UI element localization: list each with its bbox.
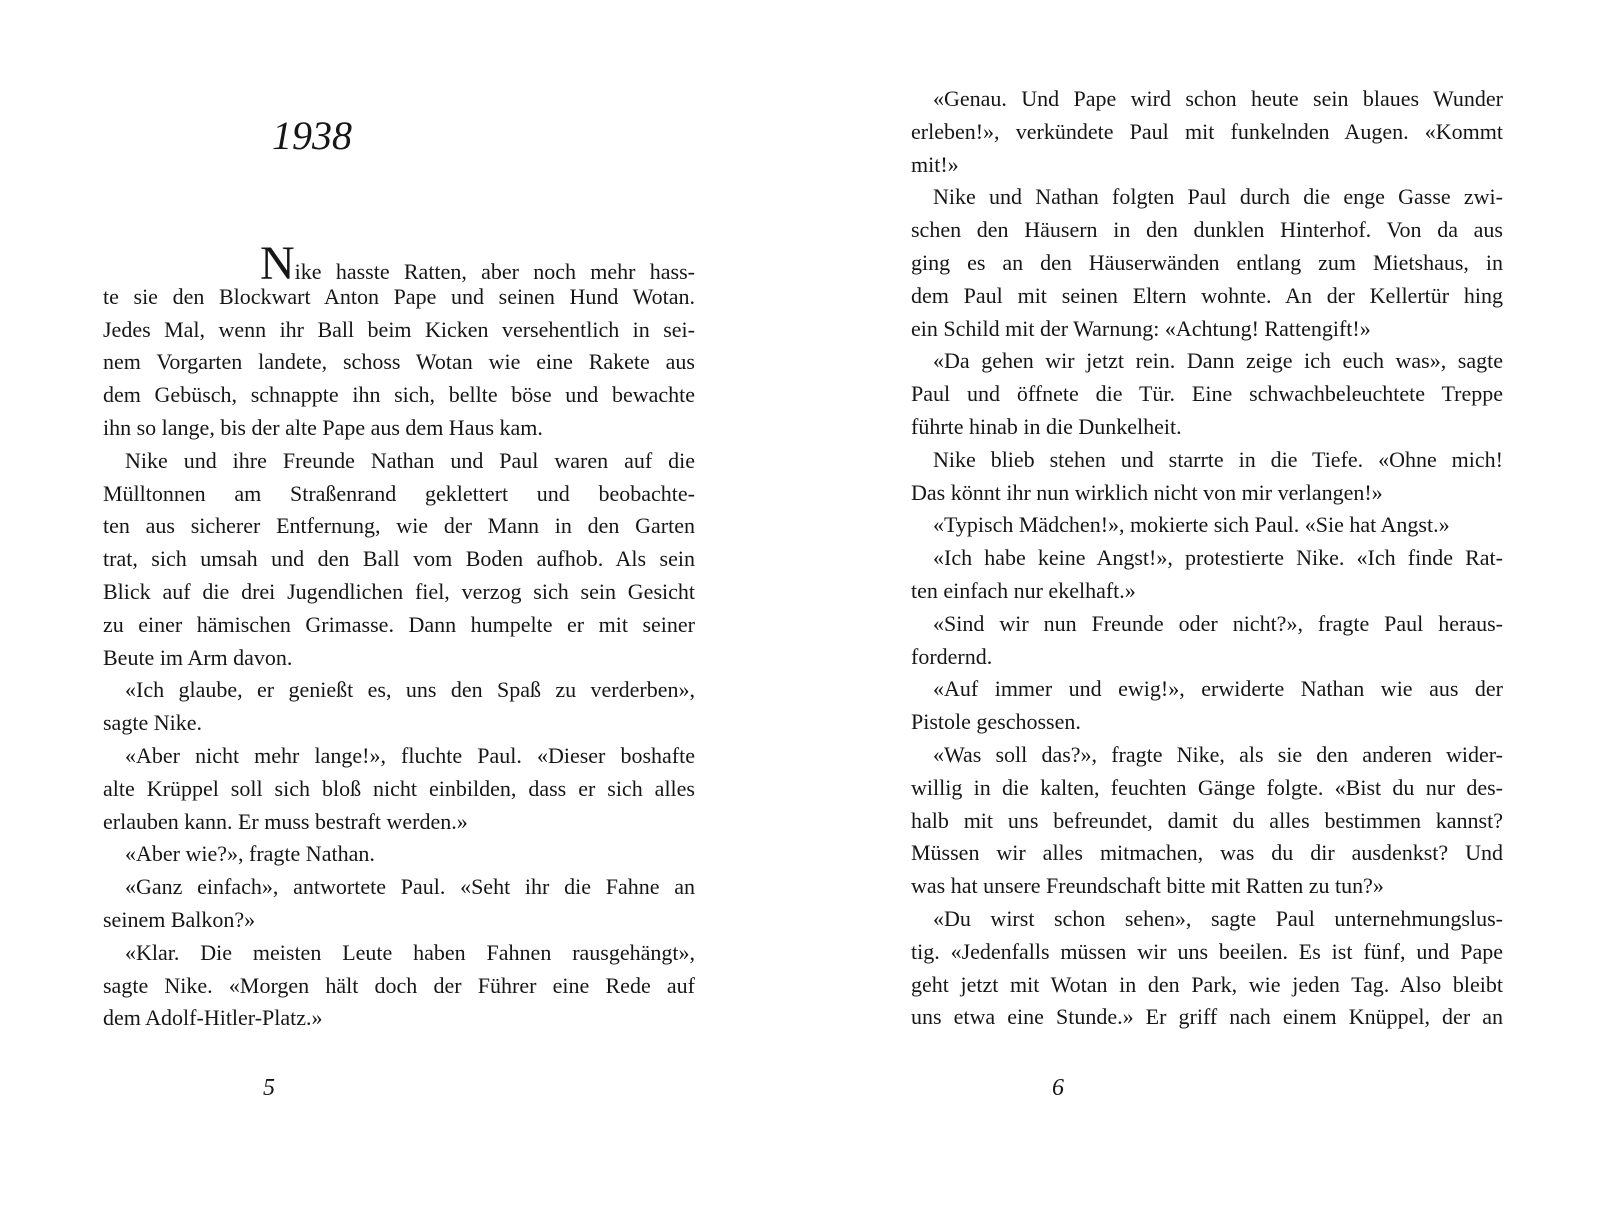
text-line: «Typisch Mädchen!», mokierte sich Paul. «Sie hat Angst.»	[933, 512, 1450, 538]
text-line: te sie den Blockwart Anton Pape und seinen Hund Wotan.	[103, 283, 695, 309]
text-line: ten einfach nur ekelhaft.»	[911, 577, 1136, 603]
text-line: führte hinab in die Dunkelheit.	[911, 413, 1182, 439]
text-line: mit!»	[911, 151, 959, 177]
text-line: willig in die kalten, feuchten Gänge folgte. «Bist du nur des-	[911, 774, 1503, 800]
text-line: uns etwa eine Stunde.» Er griff nach einem Knüppel, der an	[911, 1004, 1503, 1030]
text-line: Nike und Nathan folgten Paul durch die enge Gasse zwi-	[933, 184, 1503, 210]
text-line: tig. «Jedenfalls müssen wir uns beeilen. Es ist fünf, und Pape	[911, 938, 1503, 964]
right-page	[800, 0, 1600, 1216]
text-line: «Was soll das?», fragte Nike, als sie den anderen wider-	[933, 741, 1503, 767]
text-line: «Genau. Und Pape wird schon heute sein blaues Wunder	[933, 86, 1503, 111]
text-line: was hat unsere Freundschaft bitte mit Ratten zu tun?»	[911, 873, 1384, 899]
text-line: «Aber nicht mehr lange!», fluchte Paul. «Dieser boshafte	[125, 742, 695, 768]
text-line: Blick auf die drei Jugendlichen fiel, verzog sich sein Gesicht	[103, 578, 695, 604]
text-line: «Aber wie?», fragte Nathan.	[125, 841, 375, 867]
text-line: ein Schild mit der Warnung: «Achtung! Rattengift!»	[911, 315, 1371, 341]
text-line: Das könnt ihr nun wirklich nicht von mir verlangen!»	[911, 479, 1383, 505]
text-line: «Auf immer und ewig!», erwiderte Nathan wie aus der	[933, 676, 1503, 702]
page-number: 5	[263, 1075, 275, 1101]
text-line: dem Gebüsch, schnappte ihn sich, bellte böse und bewachte	[103, 382, 695, 408]
text-line: Nike und ihre Freunde Nathan und Paul waren auf die	[125, 447, 695, 473]
text-line: «Da gehen wir jetzt rein. Dann zeige ich euch was», sagte	[933, 348, 1503, 374]
text-line: Nike blieb stehen und starrte in die Tiefe. «Ohne mich!	[933, 446, 1503, 472]
left-page-text	[103, 237, 695, 1035]
text-line: sagte Nike. «Morgen hält doch der Führer eine Rede auf	[103, 972, 695, 998]
text-line: geht jetzt mit Wotan in den Park, wie jeden Tag. Also bleibt	[911, 971, 1503, 997]
chapter-title: 1938	[272, 113, 352, 158]
text-line: seinem Balkon?»	[103, 906, 256, 932]
drop-cap: N	[260, 237, 295, 290]
page-number: 6	[1052, 1075, 1064, 1101]
text-line: sagte Nike.	[103, 710, 202, 736]
text-line: zu einer hämischen Grimasse. Dann humpelte er mit seiner	[103, 611, 695, 637]
text-line: Beute im Arm davon.	[103, 644, 293, 670]
text-line: «Du wirst schon sehen», sagte Paul unternehmungslus-	[933, 905, 1503, 931]
text-line: dem Adolf-Hitler-Platz.»	[103, 1005, 323, 1031]
text-line: erleben!», verkündete Paul mit funkelnden Augen. «Kommt	[911, 118, 1503, 144]
text-line: «Ich glaube, er genießt es, uns den Spaß zu verderben»,	[125, 677, 695, 703]
text-line: «Ganz einfach», antwortete Paul. «Seht ihr die Fahne an	[125, 874, 695, 900]
text-line: nem Vorgarten landete, schoss Wotan wie eine Rakete aus	[103, 349, 695, 375]
text-line: Pistole geschossen.	[911, 709, 1081, 735]
text-line: Paul und öffnete die Tür. Eine schwachbeleuchtete Treppe	[911, 381, 1503, 407]
right-page-text	[911, 83, 1503, 1034]
text-line: «Sind wir nun Freunde oder nicht?», fragte Paul heraus-	[933, 610, 1503, 636]
text-line: «Ich habe keine Angst!», protestierte Nike. «Ich finde Rat-	[933, 545, 1503, 571]
text-line: ging es an den Häuserwänden entlang zum Mietshaus, in	[911, 249, 1503, 275]
text-line: Jedes Mal, wenn ihr Ball beim Kicken versehentlich in sei-	[103, 316, 695, 342]
text-line: dem Paul mit seinen Eltern wohnte. An der Kellertür hing	[911, 282, 1503, 308]
text-line: ten aus sicherer Entfernung, wie der Mann in den Garten	[103, 513, 695, 539]
text-line: trat, sich umsah und den Ball vom Boden aufhob. Als sein	[103, 546, 695, 572]
text-line: «Klar. Die meisten Leute haben Fahnen rausgehängt»,	[125, 939, 695, 965]
text-line: Nike hasste Ratten, aber noch mehr hass-	[260, 237, 695, 290]
text-line: halb mit uns befreundet, damit du alles bestimmen kannst?	[911, 807, 1503, 833]
text-line: ihn so lange, bis der alte Pape aus dem Haus kam.	[103, 414, 543, 440]
text-line: schen den Häusern in den dunklen Hinterhof. Von da aus	[911, 217, 1503, 243]
text-line: Müssen wir alles mitmachen, was du dir ausdenkst? Und	[911, 840, 1503, 866]
text-line: fordernd.	[911, 643, 993, 669]
text-line: erlauben kann. Er muss bestraft werden.»	[103, 808, 468, 834]
text-line: Mülltonnen am Straßenrand geklettert und beobachte-	[103, 480, 695, 506]
text-line: alte Krüppel soll sich bloß nicht einbilden, dass er sich alles	[103, 775, 695, 801]
